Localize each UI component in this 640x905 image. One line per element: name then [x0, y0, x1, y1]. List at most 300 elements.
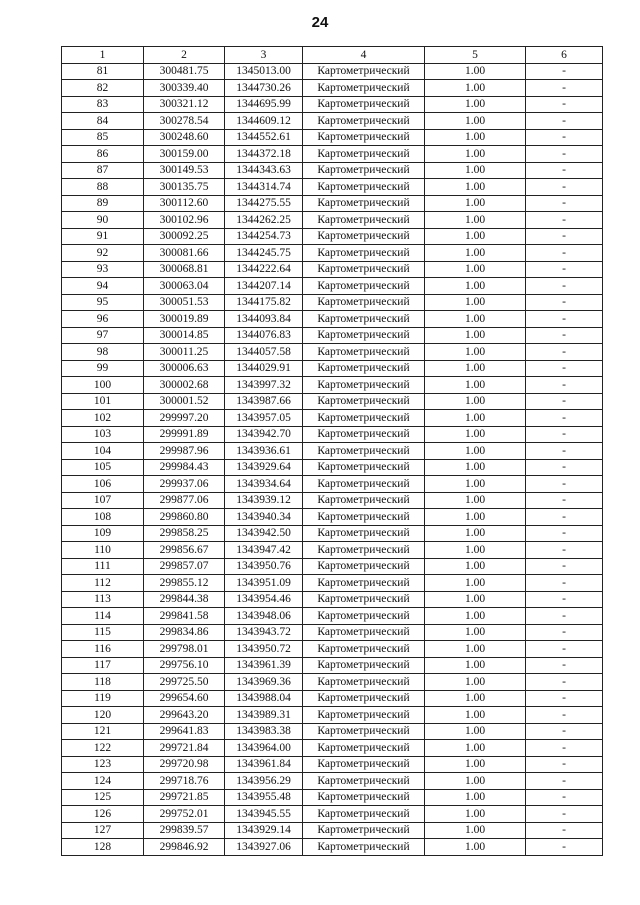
- table-row: [62, 558, 603, 575]
- table-row: [62, 509, 603, 526]
- point-number-cell: 120: [62, 707, 144, 724]
- method-cell: Картометрический: [303, 146, 425, 163]
- method-cell: Картометрический: [303, 756, 425, 773]
- y-coordinate-cell: 1343943.72: [225, 624, 303, 641]
- x-coordinate-cell: 299834.86: [144, 624, 225, 641]
- y-coordinate-cell: 1343934.64: [225, 476, 303, 493]
- description-cell: -: [526, 839, 603, 856]
- point-number-cell: 127: [62, 822, 144, 839]
- accuracy-cell: 1.00: [425, 822, 526, 839]
- x-coordinate-cell: 300339.40: [144, 80, 225, 97]
- accuracy-cell: 1.00: [425, 129, 526, 146]
- description-cell: -: [526, 228, 603, 245]
- point-number-cell: 81: [62, 63, 144, 80]
- accuracy-cell: 1.00: [425, 179, 526, 196]
- table-row: [62, 542, 603, 559]
- y-coordinate-cell: 1344245.75: [225, 245, 303, 262]
- point-number-cell: 99: [62, 360, 144, 377]
- table-row: [62, 63, 603, 80]
- x-coordinate-cell: 300112.60: [144, 195, 225, 212]
- table-row: [62, 525, 603, 542]
- accuracy-cell: 1.00: [425, 674, 526, 691]
- x-coordinate-cell: 300001.52: [144, 393, 225, 410]
- method-cell: Картометрический: [303, 327, 425, 344]
- x-coordinate-cell: 299855.12: [144, 575, 225, 592]
- accuracy-cell: 1.00: [425, 641, 526, 658]
- y-coordinate-cell: 1343961.39: [225, 657, 303, 674]
- description-cell: -: [526, 311, 603, 328]
- method-cell: Картометрический: [303, 822, 425, 839]
- point-number-cell: 94: [62, 278, 144, 295]
- header-cell-3: 3: [225, 47, 303, 64]
- point-number-cell: 89: [62, 195, 144, 212]
- coordinates-table: [61, 46, 603, 856]
- method-cell: Картометрический: [303, 690, 425, 707]
- table-row: [62, 261, 603, 278]
- accuracy-cell: 1.00: [425, 624, 526, 641]
- point-number-cell: 87: [62, 162, 144, 179]
- description-cell: -: [526, 641, 603, 658]
- y-coordinate-cell: 1343956.29: [225, 773, 303, 790]
- description-cell: -: [526, 624, 603, 641]
- y-coordinate-cell: 1343961.84: [225, 756, 303, 773]
- accuracy-cell: 1.00: [425, 410, 526, 427]
- point-number-cell: 110: [62, 542, 144, 559]
- description-cell: -: [526, 327, 603, 344]
- point-number-cell: 88: [62, 179, 144, 196]
- table-row: [62, 426, 603, 443]
- table-row: [62, 839, 603, 856]
- accuracy-cell: 1.00: [425, 377, 526, 394]
- table-row: [62, 740, 603, 757]
- table-row: [62, 591, 603, 608]
- accuracy-cell: 1.00: [425, 327, 526, 344]
- method-cell: Картометрический: [303, 806, 425, 823]
- method-cell: Картометрический: [303, 789, 425, 806]
- point-number-cell: 124: [62, 773, 144, 790]
- y-coordinate-cell: 1343940.34: [225, 509, 303, 526]
- method-cell: Картометрический: [303, 63, 425, 80]
- method-cell: Картометрический: [303, 294, 425, 311]
- accuracy-cell: 1.00: [425, 294, 526, 311]
- point-number-cell: 111: [62, 558, 144, 575]
- x-coordinate-cell: 300149.53: [144, 162, 225, 179]
- table-row: [62, 492, 603, 509]
- description-cell: -: [526, 542, 603, 559]
- description-cell: -: [526, 773, 603, 790]
- point-number-cell: 91: [62, 228, 144, 245]
- method-cell: Картометрический: [303, 426, 425, 443]
- table-row: [62, 410, 603, 427]
- description-cell: -: [526, 558, 603, 575]
- description-cell: -: [526, 740, 603, 757]
- point-number-cell: 97: [62, 327, 144, 344]
- table-body: [62, 63, 603, 855]
- header-cell-4: 4: [303, 47, 425, 64]
- point-number-cell: 117: [62, 657, 144, 674]
- accuracy-cell: 1.00: [425, 492, 526, 509]
- table-row: [62, 228, 603, 245]
- y-coordinate-cell: 1345013.00: [225, 63, 303, 80]
- y-coordinate-cell: 1343942.70: [225, 426, 303, 443]
- point-number-cell: 113: [62, 591, 144, 608]
- point-number-cell: 86: [62, 146, 144, 163]
- table-row: [62, 443, 603, 460]
- description-cell: -: [526, 146, 603, 163]
- point-number-cell: 103: [62, 426, 144, 443]
- accuracy-cell: 1.00: [425, 245, 526, 262]
- table-row: [62, 278, 603, 295]
- table-row: [62, 806, 603, 823]
- y-coordinate-cell: 1344730.26: [225, 80, 303, 97]
- method-cell: Картометрический: [303, 624, 425, 641]
- y-coordinate-cell: 1344207.14: [225, 278, 303, 295]
- y-coordinate-cell: 1343942.50: [225, 525, 303, 542]
- point-number-cell: 119: [62, 690, 144, 707]
- description-cell: -: [526, 690, 603, 707]
- y-coordinate-cell: 1344076.83: [225, 327, 303, 344]
- accuracy-cell: 1.00: [425, 723, 526, 740]
- x-coordinate-cell: 299937.06: [144, 476, 225, 493]
- accuracy-cell: 1.00: [425, 228, 526, 245]
- accuracy-cell: 1.00: [425, 195, 526, 212]
- description-cell: -: [526, 509, 603, 526]
- header-cell-2: 2: [144, 47, 225, 64]
- y-coordinate-cell: 1344552.61: [225, 129, 303, 146]
- point-number-cell: 114: [62, 608, 144, 625]
- x-coordinate-cell: 299877.06: [144, 492, 225, 509]
- x-coordinate-cell: 300011.25: [144, 344, 225, 361]
- method-cell: Картометрический: [303, 311, 425, 328]
- accuracy-cell: 1.00: [425, 657, 526, 674]
- point-number-cell: 95: [62, 294, 144, 311]
- accuracy-cell: 1.00: [425, 63, 526, 80]
- table-row: [62, 344, 603, 361]
- description-cell: -: [526, 344, 603, 361]
- x-coordinate-cell: 300081.66: [144, 245, 225, 262]
- method-cell: Картометрический: [303, 558, 425, 575]
- y-coordinate-cell: 1343989.31: [225, 707, 303, 724]
- x-coordinate-cell: 300092.25: [144, 228, 225, 245]
- table-row: [62, 294, 603, 311]
- method-cell: Картометрический: [303, 162, 425, 179]
- description-cell: -: [526, 261, 603, 278]
- y-coordinate-cell: 1343950.72: [225, 641, 303, 658]
- y-coordinate-cell: 1344222.64: [225, 261, 303, 278]
- x-coordinate-cell: 299839.57: [144, 822, 225, 839]
- table-row: [62, 179, 603, 196]
- y-coordinate-cell: 1343987.66: [225, 393, 303, 410]
- accuracy-cell: 1.00: [425, 575, 526, 592]
- method-cell: Картометрический: [303, 129, 425, 146]
- table-row: [62, 822, 603, 839]
- accuracy-cell: 1.00: [425, 476, 526, 493]
- point-number-cell: 115: [62, 624, 144, 641]
- y-coordinate-cell: 1344262.25: [225, 212, 303, 229]
- point-number-cell: 108: [62, 509, 144, 526]
- description-cell: -: [526, 822, 603, 839]
- description-cell: -: [526, 756, 603, 773]
- table-row: [62, 459, 603, 476]
- method-cell: Картометрический: [303, 278, 425, 295]
- description-cell: -: [526, 195, 603, 212]
- method-cell: Картометрический: [303, 410, 425, 427]
- y-coordinate-cell: 1343929.14: [225, 822, 303, 839]
- method-cell: Картометрический: [303, 261, 425, 278]
- accuracy-cell: 1.00: [425, 806, 526, 823]
- table-row: [62, 245, 603, 262]
- y-coordinate-cell: 1344093.84: [225, 311, 303, 328]
- point-number-cell: 82: [62, 80, 144, 97]
- table-row: [62, 80, 603, 97]
- table-row: [62, 690, 603, 707]
- method-cell: Картометрический: [303, 839, 425, 856]
- accuracy-cell: 1.00: [425, 740, 526, 757]
- x-coordinate-cell: 300063.04: [144, 278, 225, 295]
- x-coordinate-cell: 299720.98: [144, 756, 225, 773]
- x-coordinate-cell: 299991.89: [144, 426, 225, 443]
- x-coordinate-cell: 300159.00: [144, 146, 225, 163]
- description-cell: -: [526, 294, 603, 311]
- x-coordinate-cell: 300135.75: [144, 179, 225, 196]
- x-coordinate-cell: 299721.84: [144, 740, 225, 757]
- accuracy-cell: 1.00: [425, 113, 526, 130]
- page-number: 24: [311, 14, 329, 31]
- accuracy-cell: 1.00: [425, 360, 526, 377]
- accuracy-cell: 1.00: [425, 707, 526, 724]
- method-cell: Картометрический: [303, 525, 425, 542]
- description-cell: -: [526, 96, 603, 113]
- accuracy-cell: 1.00: [425, 426, 526, 443]
- method-cell: Картометрический: [303, 443, 425, 460]
- x-coordinate-cell: 300019.89: [144, 311, 225, 328]
- table-row: [62, 789, 603, 806]
- method-cell: Картометрический: [303, 80, 425, 97]
- x-coordinate-cell: 299798.01: [144, 641, 225, 658]
- x-coordinate-cell: 300014.85: [144, 327, 225, 344]
- y-coordinate-cell: 1344372.18: [225, 146, 303, 163]
- x-coordinate-cell: 300006.63: [144, 360, 225, 377]
- description-cell: -: [526, 608, 603, 625]
- accuracy-cell: 1.00: [425, 311, 526, 328]
- method-cell: Картометрический: [303, 179, 425, 196]
- table-row: [62, 641, 603, 658]
- accuracy-cell: 1.00: [425, 162, 526, 179]
- accuracy-cell: 1.00: [425, 443, 526, 460]
- y-coordinate-cell: 1344057.58: [225, 344, 303, 361]
- x-coordinate-cell: 300068.81: [144, 261, 225, 278]
- description-cell: -: [526, 707, 603, 724]
- method-cell: Картометрический: [303, 377, 425, 394]
- description-cell: -: [526, 806, 603, 823]
- method-cell: Картометрический: [303, 228, 425, 245]
- point-number-cell: 122: [62, 740, 144, 757]
- table-row: [62, 393, 603, 410]
- x-coordinate-cell: 300278.54: [144, 113, 225, 130]
- point-number-cell: 107: [62, 492, 144, 509]
- point-number-cell: 112: [62, 575, 144, 592]
- accuracy-cell: 1.00: [425, 690, 526, 707]
- description-cell: -: [526, 723, 603, 740]
- point-number-cell: 96: [62, 311, 144, 328]
- point-number-cell: 93: [62, 261, 144, 278]
- method-cell: Картометрический: [303, 674, 425, 691]
- description-cell: -: [526, 245, 603, 262]
- point-number-cell: 105: [62, 459, 144, 476]
- y-coordinate-cell: 1344029.91: [225, 360, 303, 377]
- table-row: [62, 723, 603, 740]
- x-coordinate-cell: 299643.20: [144, 707, 225, 724]
- x-coordinate-cell: 299721.85: [144, 789, 225, 806]
- point-number-cell: 100: [62, 377, 144, 394]
- method-cell: Картометрический: [303, 591, 425, 608]
- x-coordinate-cell: 299860.80: [144, 509, 225, 526]
- table-row: [62, 707, 603, 724]
- accuracy-cell: 1.00: [425, 344, 526, 361]
- table-row: [62, 575, 603, 592]
- x-coordinate-cell: 299987.96: [144, 443, 225, 460]
- x-coordinate-cell: 299997.20: [144, 410, 225, 427]
- table-row: [62, 327, 603, 344]
- method-cell: Картометрический: [303, 575, 425, 592]
- table-row: [62, 195, 603, 212]
- point-number-cell: 90: [62, 212, 144, 229]
- y-coordinate-cell: 1343939.12: [225, 492, 303, 509]
- x-coordinate-cell: 299857.07: [144, 558, 225, 575]
- y-coordinate-cell: 1344275.55: [225, 195, 303, 212]
- accuracy-cell: 1.00: [425, 212, 526, 229]
- x-coordinate-cell: 299844.38: [144, 591, 225, 608]
- method-cell: Картометрический: [303, 360, 425, 377]
- x-coordinate-cell: 299858.25: [144, 525, 225, 542]
- accuracy-cell: 1.00: [425, 393, 526, 410]
- description-cell: -: [526, 63, 603, 80]
- description-cell: -: [526, 278, 603, 295]
- accuracy-cell: 1.00: [425, 591, 526, 608]
- method-cell: Картометрический: [303, 773, 425, 790]
- description-cell: -: [526, 179, 603, 196]
- y-coordinate-cell: 1344254.73: [225, 228, 303, 245]
- method-cell: Картометрический: [303, 393, 425, 410]
- y-coordinate-cell: 1344695.99: [225, 96, 303, 113]
- header-cell-1: 1: [62, 47, 144, 64]
- x-coordinate-cell: 299984.43: [144, 459, 225, 476]
- description-cell: -: [526, 591, 603, 608]
- method-cell: Картометрический: [303, 492, 425, 509]
- description-cell: -: [526, 426, 603, 443]
- accuracy-cell: 1.00: [425, 261, 526, 278]
- description-cell: -: [526, 476, 603, 493]
- accuracy-cell: 1.00: [425, 773, 526, 790]
- method-cell: Картометрический: [303, 641, 425, 658]
- y-coordinate-cell: 1343927.06: [225, 839, 303, 856]
- table-row: [62, 162, 603, 179]
- y-coordinate-cell: 1343988.04: [225, 690, 303, 707]
- point-number-cell: 102: [62, 410, 144, 427]
- y-coordinate-cell: 1343957.05: [225, 410, 303, 427]
- y-coordinate-cell: 1343936.61: [225, 443, 303, 460]
- y-coordinate-cell: 1343945.55: [225, 806, 303, 823]
- method-cell: Картометрический: [303, 195, 425, 212]
- y-coordinate-cell: 1343950.76: [225, 558, 303, 575]
- description-cell: -: [526, 674, 603, 691]
- table-row: [62, 96, 603, 113]
- table-row: [62, 129, 603, 146]
- point-number-cell: 106: [62, 476, 144, 493]
- accuracy-cell: 1.00: [425, 756, 526, 773]
- method-cell: Картометрический: [303, 245, 425, 262]
- description-cell: -: [526, 129, 603, 146]
- point-number-cell: 123: [62, 756, 144, 773]
- x-coordinate-cell: 299725.50: [144, 674, 225, 691]
- y-coordinate-cell: 1344343.63: [225, 162, 303, 179]
- y-coordinate-cell: 1344314.74: [225, 179, 303, 196]
- x-coordinate-cell: 300481.75: [144, 63, 225, 80]
- point-number-cell: 118: [62, 674, 144, 691]
- method-cell: Картометрический: [303, 723, 425, 740]
- table-row: [62, 476, 603, 493]
- table-row: [62, 674, 603, 691]
- description-cell: -: [526, 360, 603, 377]
- y-coordinate-cell: 1343929.64: [225, 459, 303, 476]
- table-row: [62, 377, 603, 394]
- x-coordinate-cell: 299641.83: [144, 723, 225, 740]
- y-coordinate-cell: 1343954.46: [225, 591, 303, 608]
- table-row: [62, 608, 603, 625]
- y-coordinate-cell: 1344175.82: [225, 294, 303, 311]
- method-cell: Картометрический: [303, 740, 425, 757]
- point-number-cell: 116: [62, 641, 144, 658]
- method-cell: Картометрический: [303, 509, 425, 526]
- y-coordinate-cell: 1343948.06: [225, 608, 303, 625]
- x-coordinate-cell: 299841.58: [144, 608, 225, 625]
- accuracy-cell: 1.00: [425, 459, 526, 476]
- x-coordinate-cell: 300002.68: [144, 377, 225, 394]
- description-cell: -: [526, 212, 603, 229]
- point-number-cell: 85: [62, 129, 144, 146]
- description-cell: -: [526, 525, 603, 542]
- method-cell: Картометрический: [303, 657, 425, 674]
- table-row: [62, 756, 603, 773]
- method-cell: Картометрический: [303, 113, 425, 130]
- x-coordinate-cell: 299654.60: [144, 690, 225, 707]
- point-number-cell: 126: [62, 806, 144, 823]
- y-coordinate-cell: 1343955.48: [225, 789, 303, 806]
- table-row: [62, 624, 603, 641]
- x-coordinate-cell: 300248.60: [144, 129, 225, 146]
- point-number-cell: 121: [62, 723, 144, 740]
- accuracy-cell: 1.00: [425, 525, 526, 542]
- point-number-cell: 98: [62, 344, 144, 361]
- accuracy-cell: 1.00: [425, 789, 526, 806]
- description-cell: -: [526, 162, 603, 179]
- point-number-cell: 84: [62, 113, 144, 130]
- method-cell: Картометрический: [303, 212, 425, 229]
- description-cell: -: [526, 443, 603, 460]
- description-cell: -: [526, 575, 603, 592]
- accuracy-cell: 1.00: [425, 146, 526, 163]
- header-cell-5: 5: [425, 47, 526, 64]
- x-coordinate-cell: 300102.96: [144, 212, 225, 229]
- x-coordinate-cell: 299856.67: [144, 542, 225, 559]
- accuracy-cell: 1.00: [425, 558, 526, 575]
- accuracy-cell: 1.00: [425, 542, 526, 559]
- y-coordinate-cell: 1343983.38: [225, 723, 303, 740]
- point-number-cell: 104: [62, 443, 144, 460]
- point-number-cell: 128: [62, 839, 144, 856]
- method-cell: Картометрический: [303, 707, 425, 724]
- y-coordinate-cell: 1344609.12: [225, 113, 303, 130]
